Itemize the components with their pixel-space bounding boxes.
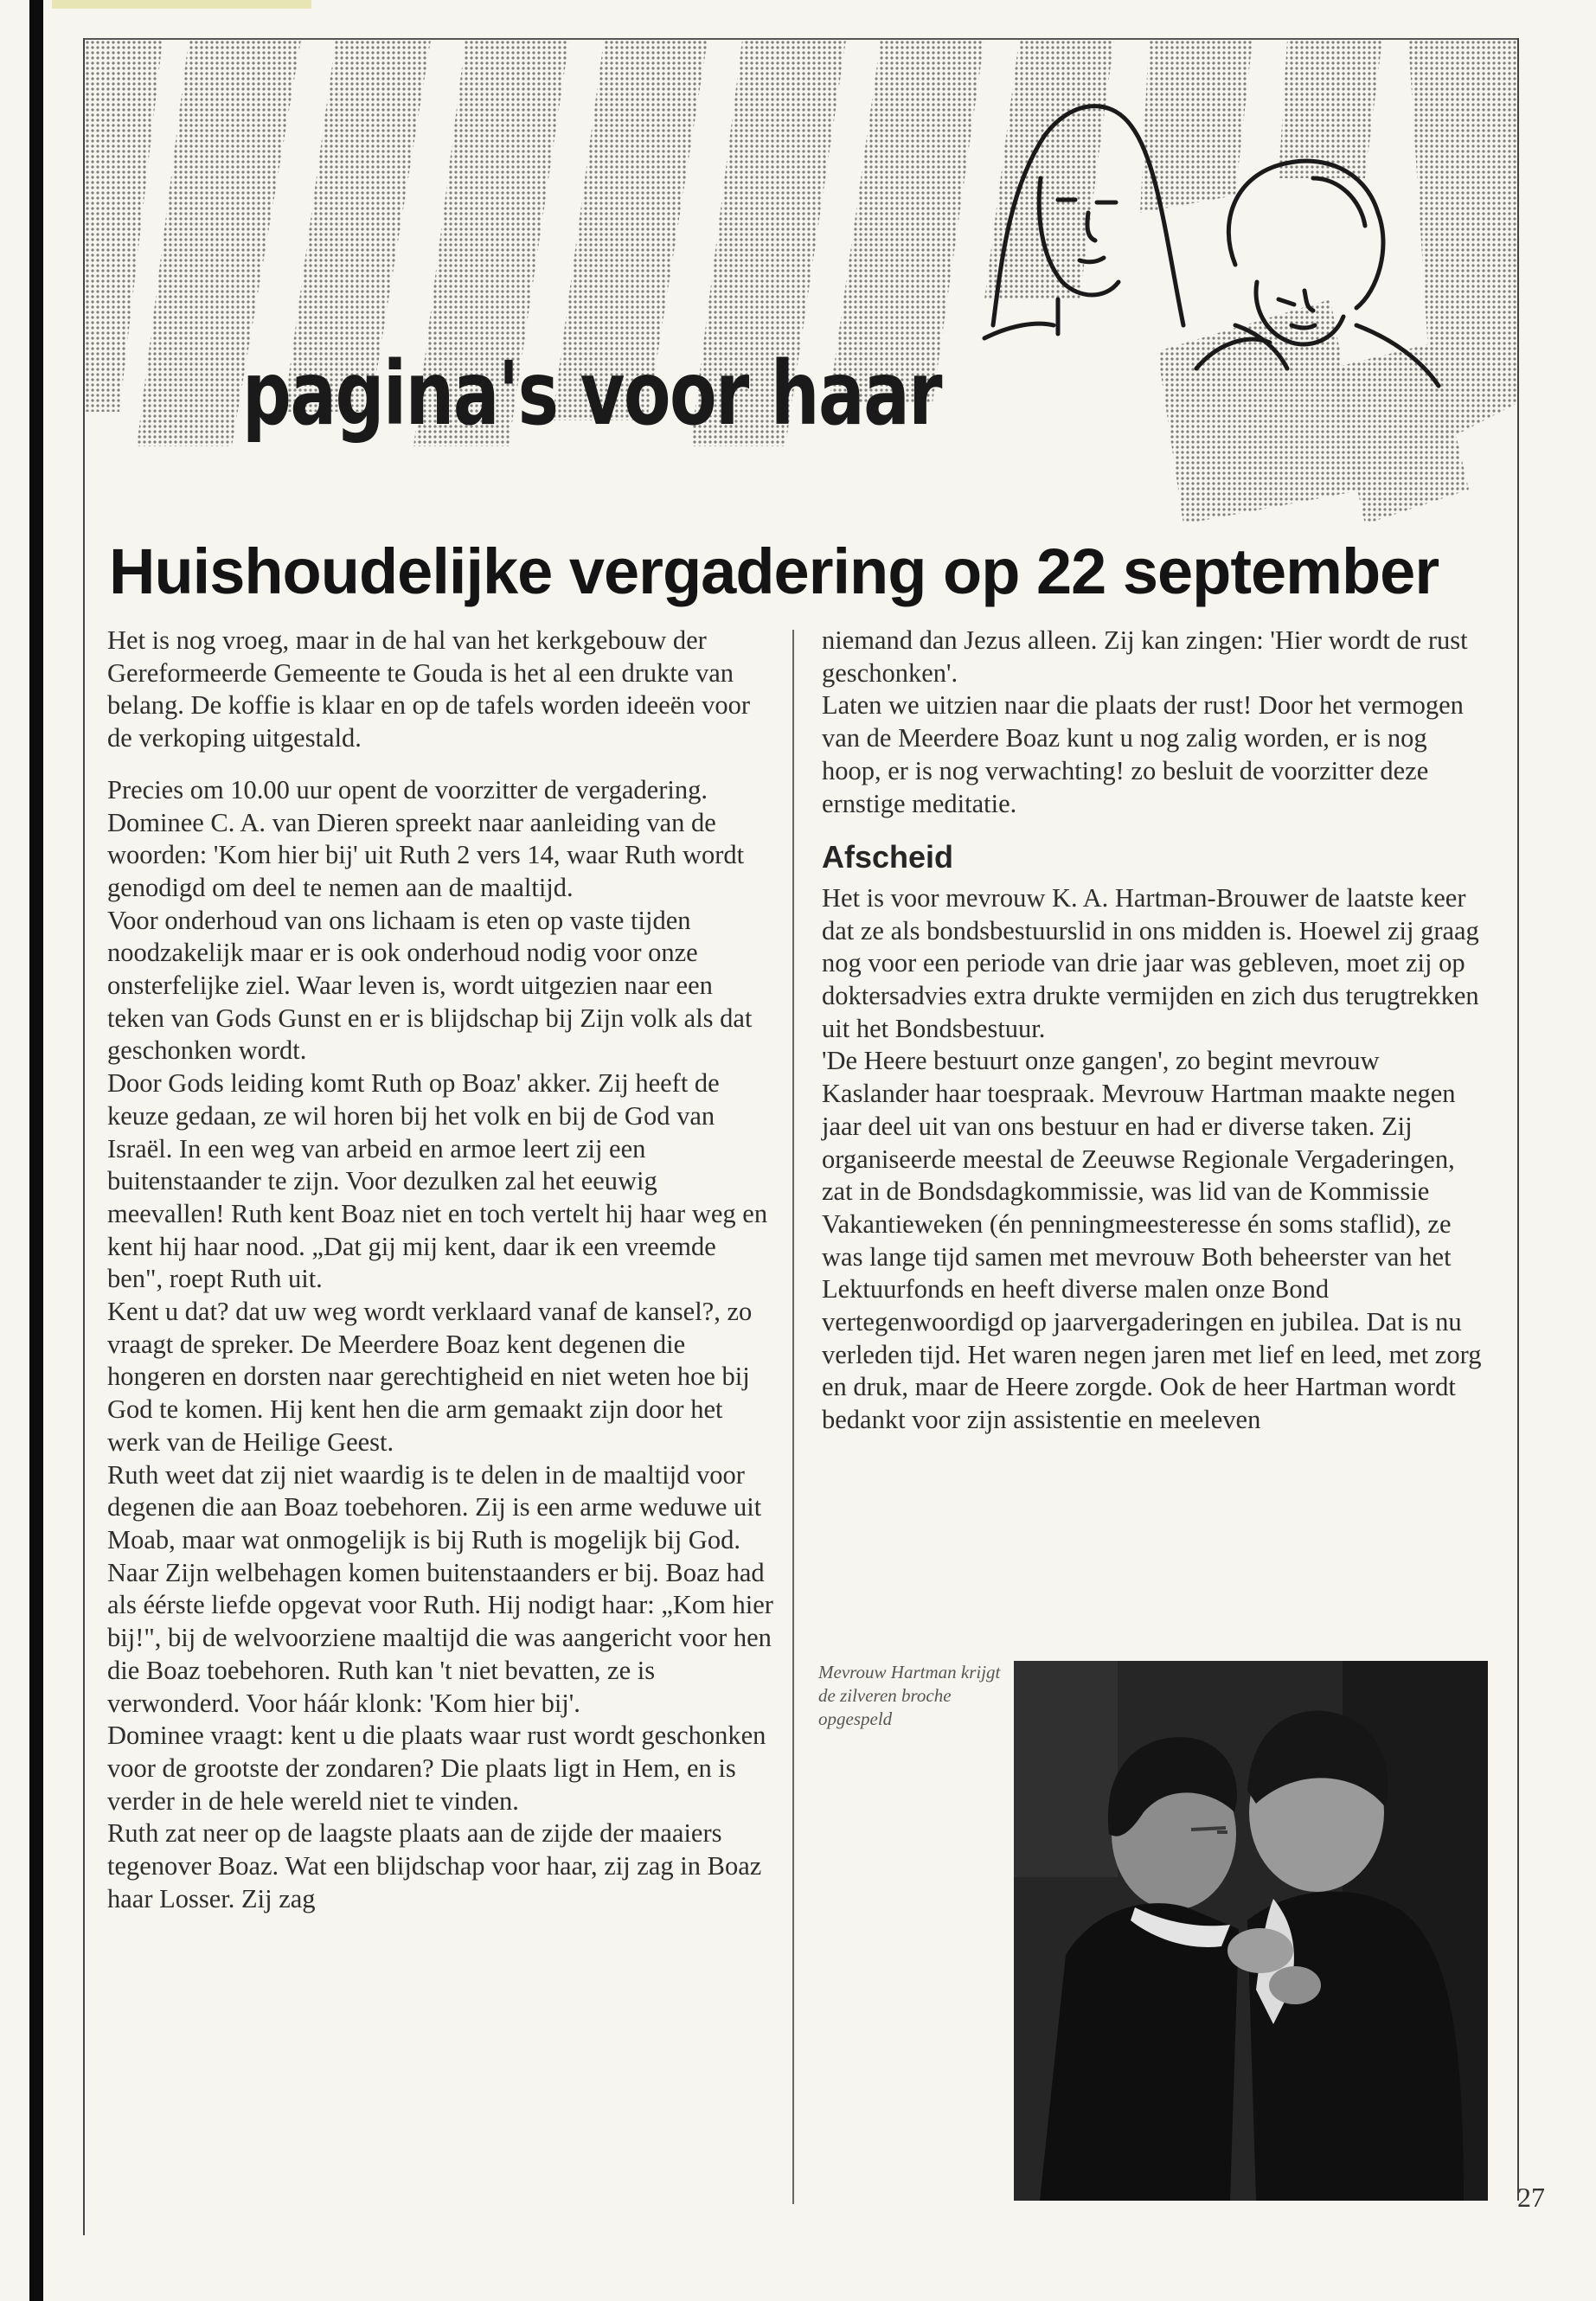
subheading-afscheid: Afscheid bbox=[822, 839, 954, 875]
article-column-right bbox=[822, 625, 1488, 1437]
column-divider bbox=[792, 630, 794, 2204]
section-title: pagina's voor haar bbox=[242, 343, 941, 445]
page-number: 27 bbox=[1517, 2182, 1545, 2213]
paragraph: Het is nog vroeg, maar in de hal van het kerkgebouw der Gereformeerde Gemeente te Gouda is het al een drukte van belang. De koffie is klaar en op de tafels worden ideeën voor de verkoping uitgestald. bbox=[107, 625, 751, 753]
photo-image bbox=[1014, 1661, 1488, 2201]
paragraph: Het is voor mevrouw K. A. Hartman-Brouwer de laatste keer dat ze als bondsbestuurslid in ons midden is. Hoewel zij graag nog voor een periode van drie jaar was gebleven, moet zij op doktersadvies extra drukte vermijden en zich dus terugtrekken uit het Bondsbestuur. bbox=[822, 882, 1479, 1043]
paragraph: niemand dan Jezus alleen. Zij kan zingen: 'Hier wordt de rust geschonken'. bbox=[822, 625, 1468, 688]
paragraph: Voor onderhoud van ons lichaam is eten op vaste tijden noodzakelijk maar er is ook onderhoud nodig voor onze onsterfelijke ziel. Waar leven is, wordt uitgezien naar een teken van Gods Gunst en er is blijdschap bij Zijn volk als dat geschonken wordt. bbox=[107, 905, 753, 1066]
page-edge-tint bbox=[52, 0, 311, 9]
paragraph: Dominee vraagt: kent u die plaats waar rust wordt geschonken voor de grootste der zondaren? Die plaats ligt in Hem, en is verder in de hele wereld niet te vinden. bbox=[107, 1721, 766, 1816]
binding-edge bbox=[29, 0, 43, 2301]
article-headline: Huishoudelijke vergadering op 22 september bbox=[109, 535, 1439, 607]
header-illustration bbox=[85, 40, 1517, 524]
paragraph: Kent u dat? dat uw weg wordt verklaard vanaf de kansel?, zo vraagt de spreker. De Meerdere Boaz kent degenen die hongeren en dorsten naar gerechtigheid en niet weten hoe bij God te komen. Hij kent hen die arm gemaakt zijn door het werk van de Heilige Geest. bbox=[107, 1297, 753, 1457]
photo bbox=[1014, 1661, 1488, 2201]
right-border bbox=[1517, 38, 1519, 2201]
paragraph: Laten we uitzien naar die plaats der rust! Door het vermogen van de Meerdere Boaz kunt u nog zalig worden, er is nog hoop, er is nog verwachting! zo besluit de voorzitter deze ernstige meditatie. bbox=[822, 690, 1464, 818]
article-column-left bbox=[107, 625, 773, 1915]
paragraph: Ruth zat neer op de laagste plaats aan de zijde der maaiers tegenover Boaz. Wat een blijdschap voor haar, zij zag in Boaz haar Losser. Zij zag bbox=[107, 1818, 762, 1913]
paragraph: Precies om 10.00 uur opent de voorzitter de vergadering. Dominee C. A. van Dieren spreekt naar aanleiding van de woorden: 'Kom hier bij' uit Ruth 2 vers 14, waar Ruth wordt genodigd om deel te nemen aan de maaltijd. bbox=[107, 774, 745, 902]
header-artwork bbox=[85, 40, 1517, 524]
paragraph: Door Gods leiding komt Ruth op Boaz' akker. Zij heeft de keuze gedaan, ze wil horen bij het volk en bij de God van Israël. In een weg van arbeid en armoe leert zij een buitenstaander te zijn. Voor dezulken zal het eeuwig meevallen! Ruth kent Boaz niet en toch vertelt hij haar weg en kent hij haar nood. „Dat gij mij kent, daar ik een vreemde ben", roept Ruth uit. bbox=[107, 1068, 768, 1294]
paragraph: 'De Heere bestuurt onze gangen', zo begint mevrouw Kaslander haar toespraak. Mevrouw Hartman maakte negen jaar deel uit van ons bestuur en had er diverse taken. Zij organiseerde meestal de Zeeuwse Regionale Vergaderingen, zat in de Bondsdagkommissie, was lid van de Kommissie Vakantieweken (én penningmeesteresse én soms staflid), ze was lange tijd samen met mevrouw Both beheerster van het Lektuurfonds en heeft diverse malen onze Bond vertegenwoordigd op jaarvergaderingen en jubilea. Dat is nu verleden tijd. Het waren negen jaren met lief en leed, met zorg en druk, maar de Heere zorgde. Ook de heer Hartman wordt bedankt voor zijn assistentie en meeleven bbox=[822, 1046, 1482, 1435]
paragraph: Ruth weet dat zij niet waardig is te delen in de maaltijd voor degenen die aan Boaz toebehoren. Zij is een arme weduwe uit Moab, maar wat onmogelijk is bij Ruth is mogelijk bij God. Naar Zijn welbehagen komen buitenstaanders er bij. Boaz had als éérste liefde opgevat voor Ruth. Hij nodigt haar: „Kom hier bij!", bij de welvoorziene maaltijd die was aangericht voor hen die Boaz toebehoren. Ruth kan 't niet bevatten, ze is verwonderd. Voor háár klonk: 'Kom hier bij'. bbox=[107, 1459, 773, 1718]
photo-caption: Mevrouw Hartman krijgt de zilveren broche opgespeld bbox=[818, 1662, 1001, 1729]
